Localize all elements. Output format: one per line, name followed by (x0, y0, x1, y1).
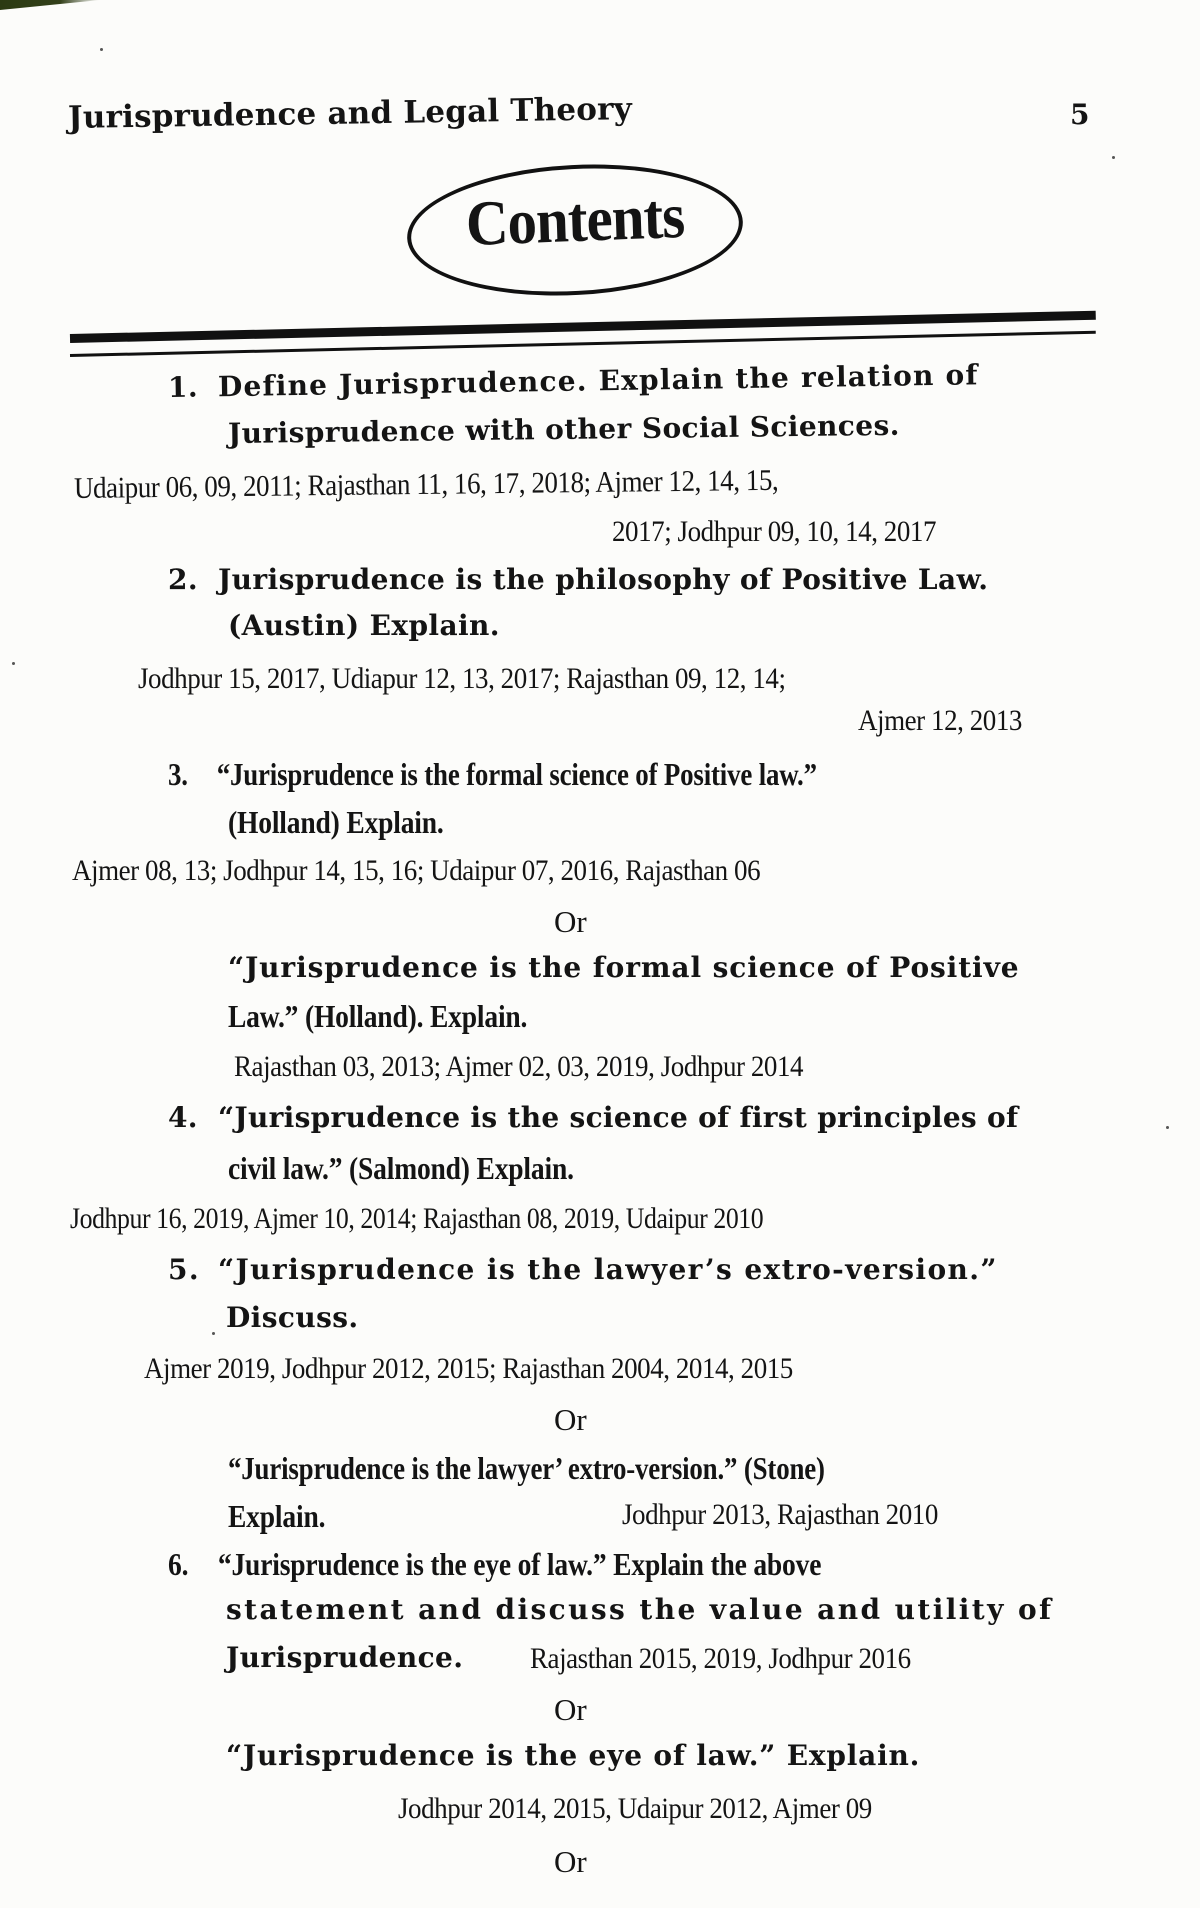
alternate-question-line: Explain. (228, 1498, 326, 1534)
entry-reference-line: Ajmer 2019, Jodhpur 2012, 2015; Rajasthan 2004, 2014, 2015 (144, 1352, 793, 1385)
double-rule-thick (70, 311, 1096, 343)
alternate-reference-line: Jodhpur 2014, 2015, Udaipur 2012, Ajmer 09 (398, 1792, 872, 1825)
entry-question-line: (Holland) Explain. (228, 804, 444, 840)
running-head-title: Jurisprudence and Legal Theory (67, 91, 633, 136)
entry-question-line: Jurisprudence. (226, 1641, 464, 1674)
alternate-reference-line: Jodhpur 2013, Rajasthan 2010 (622, 1498, 938, 1531)
scan-speck (12, 662, 15, 665)
scan-speck (100, 48, 103, 51)
or-separator: Or (554, 1402, 587, 1437)
question-text: “Jurisprudence is the formal science of Positive law.” (216, 756, 817, 792)
entry-question-line: civil law.” (Salmond) Explain. (228, 1150, 574, 1186)
question-text: “Jurisprudence is the science of first principles of (218, 1101, 1019, 1134)
entry-number: 6. (168, 1546, 189, 1582)
question-text: Jurisprudence is the philosophy of Positive Law. (218, 563, 989, 596)
entry-number: 4. (168, 1101, 198, 1134)
entry-reference-line: Udaipur 06, 09, 2011; Rajasthan 11, 16, 17, 2018; Ajmer 12, 14, 15, (73, 463, 779, 505)
or-separator: Or (554, 1692, 587, 1727)
entry-question-line (167, 358, 979, 404)
or-separator: Or (554, 1844, 587, 1879)
entry-question-line (168, 563, 989, 596)
entry-question-line: (Austin) Explain. (228, 609, 500, 642)
scan-speck (1166, 1126, 1169, 1129)
entry-number: 5. (168, 1253, 201, 1286)
scan-speck (212, 1332, 215, 1335)
entry-reference-line: Ajmer 08, 13; Jodhpur 14, 15, 16; Udaipur 07, 2016, Rajasthan 06 (72, 854, 761, 887)
entry-reference-line: Rajasthan 2015, 2019, Jodhpur 2016 (530, 1642, 911, 1675)
entry-question-line (168, 1253, 998, 1286)
entry-reference-line: Ajmer 12, 2013 (858, 704, 1022, 737)
entry-reference-line: Jodhpur 16, 2019, Ajmer 10, 2014; Rajasthan 08, 2019, Udaipur 2010 (70, 1202, 764, 1235)
question-text: Define Jurisprudence. Explain the relation of (217, 358, 979, 404)
entry-number: 2. (168, 563, 199, 596)
page-corner-shadow (0, 0, 100, 10)
alternate-question-line: “Jurisprudence is the eye of law.” Explain. (226, 1739, 921, 1772)
question-text: “Jurisprudence is the eye of law.” Explain the above (217, 1546, 822, 1582)
entry-question-line: statement and discuss the value and utility of (226, 1593, 1054, 1626)
alternate-reference-line: Rajasthan 03, 2013; Ajmer 02, 03, 2019, Jodhpur 2014 (234, 1050, 804, 1083)
question-text: “Jurisprudence is the lawyer’s extro-version.” (218, 1253, 998, 1286)
entry-question-line: Jurisprudence with other Social Sciences. (227, 408, 900, 450)
or-separator: Or (554, 904, 587, 939)
entry-question-line (168, 1101, 1019, 1134)
page-number: 5 (1070, 98, 1090, 131)
scan-speck (1112, 156, 1115, 159)
section-title: Contents (464, 179, 686, 260)
entry-number: 3. (168, 756, 188, 792)
alternate-question-line: Law.” (Holland). Explain. (228, 998, 528, 1034)
entry-question-line (168, 1548, 821, 1580)
entry-question-line (168, 758, 817, 790)
entry-question-line: Discuss. (226, 1301, 359, 1334)
entry-reference-line: Jodhpur 15, 2017, Udiapur 12, 13, 2017; Rajasthan 09, 12, 14; (138, 662, 786, 695)
entry-reference-line: 2017; Jodhpur 09, 10, 14, 2017 (612, 515, 936, 548)
alternate-question-line: “Jurisprudence is the lawyer’ extro-version.” (Stone) (228, 1450, 825, 1486)
entry-number: 1. (167, 370, 199, 404)
alternate-question-line: “Jurisprudence is the formal science of Positive (228, 951, 1020, 984)
